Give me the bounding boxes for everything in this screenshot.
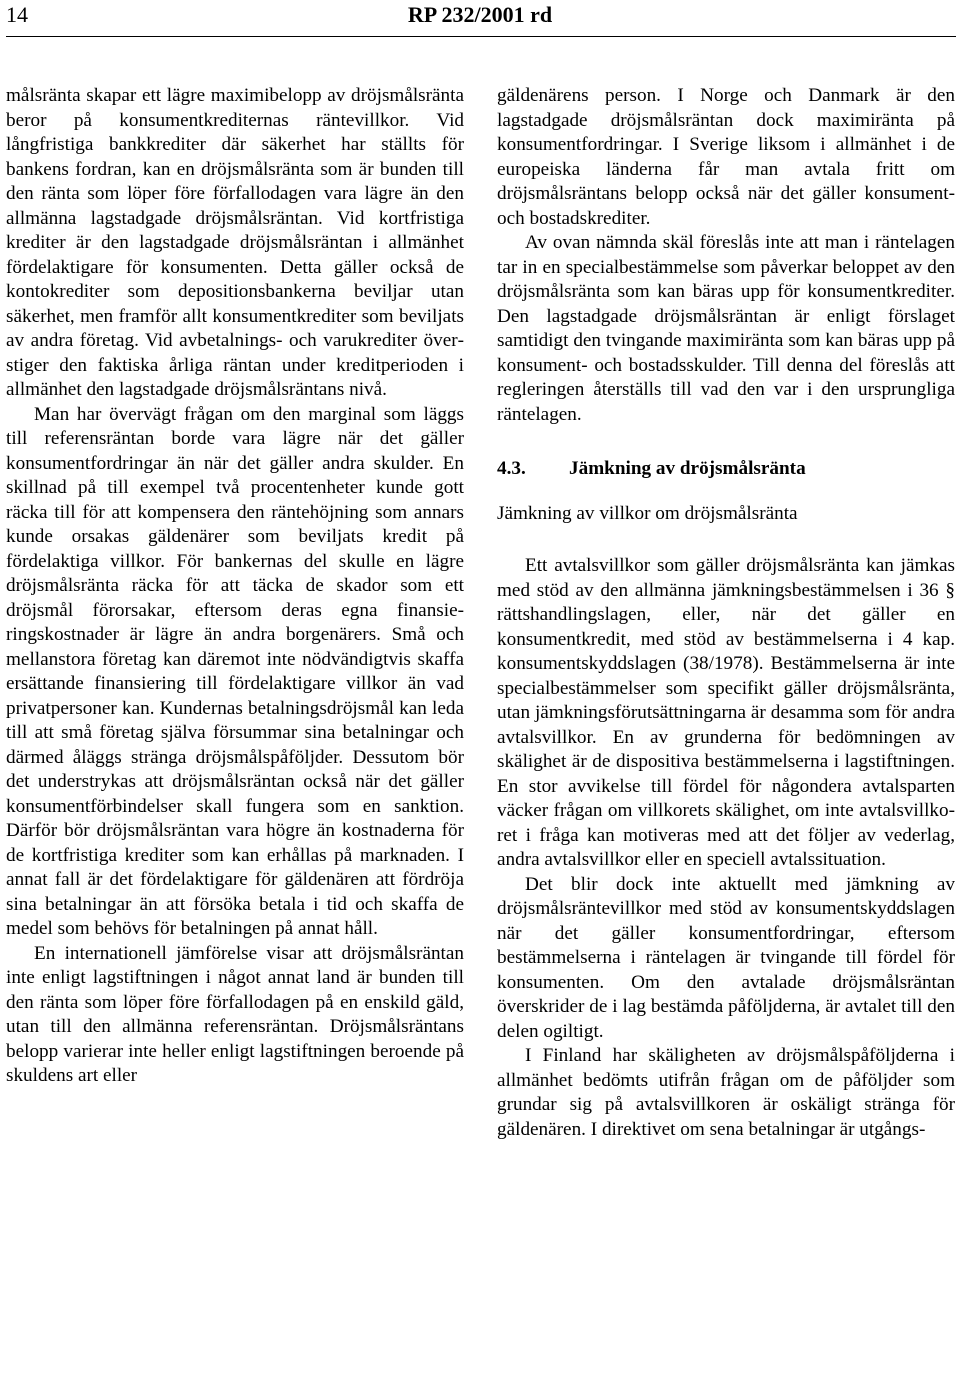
right-column: [497, 84, 955, 1142]
paragraph: En internationell jämförelse visar att dröjsmålsräntan inte enligt lagstiftningen i något annat land är bunden till den ränta som löper före förfallodagen på en enskild gäld, utan till den allmänna referensräntan. Dröjsmålsräntans belopp varierar inte heller enligt lagstiftningen beroende på skuldens art eller: [6, 942, 464, 1086]
paragraph: Ett avtalsvillkor som gäller dröjsmålsränta kan jämkas med stöd av den allmänna jämkningsbestämmelsen i 36 § rättshandlingslagen, eller, när det gäller en konsumentkredit, med stöd av bestämmelserna i 4 kap. konsumentskyddslagen (38/1978). Bestämmelserna är inte specialbestämmelser som specifikt gäller dröjsmålsränta, utan jämkningsförutsättningarna är desamma som för andra avtalsvillkor. En av grunderna för bedömningen av skälighet är de dispositiva bestämmelserna i lagstiftningen. En stor avvikelse till fördel för någondera avtalsparten väcker frågan om villkorets skälighet, om inte avtalsvillkoret i fråga kan motiveras med att det följer av vederlag, andra avtalsvillkor eller en speciell avtalssituation.: [497, 555, 955, 870]
paragraph: gäldenärens person. I Norge och Danmark är den lagstadgade dröjsmålsräntan dock maximiränta på konsumentfordringar. I Sverige liksom i allmänhet i de europeiska länderna får man avtala fritt om dröjsmålsräntans belopp också när det gäller konsument- och bostadskrediter.: [497, 85, 955, 229]
paragraph: målsränta skapar ett lägre maximibelopp av dröjsmålsränta beror på konsumentkrediternas räntevillkor. Vid långfristiga bankkrediter där säkerhet har ställts för bankens fordran, kan en dröjsmålsränta som är bunden till den ränta som löper före förfallodagen vara lägre än den allmänna lagstadgade dröjsmålsräntan. Vid kortfristiga krediter är den lagstadgade dröjsmålsräntan i allmänhet fördelaktigare för konsumenten. Detta gäller också de kontokrediter som depositionsbankerna beviljar utan säkerhet, men framför allt konsumentkrediter som beviljats av andra företag. Vid avbetalnings- och varukrediter överstiger den faktiska årliga räntan under kreditperioden i allmänhet den lagstadgade dröjsmålsräntans nivå.: [6, 85, 464, 400]
page-header: [0, 0, 960, 40]
document-reference: RP 232/2001 rd: [407, 2, 553, 27]
subsection-heading: Jämkning av villkor om dröjsmålsränta: [497, 502, 798, 524]
paragraph: Det blir dock inte aktuellt med jämkning av dröjsmålsräntevillkor med stöd av konsumentskyddslagen när det gäller konsumentfordringar, eftersom bestämmelserna i räntelagen är tvingande till fördel för konsumenten. Om den avtalade dröjsmålsräntan överskrider de i lag bestämda påföljderna, är avtalet till den delen ogiltigt.: [497, 873, 955, 1042]
page-number: 14: [6, 2, 28, 27]
paragraph: Av ovan nämnda skäl föreslås inte att man i räntelagen tar in en specialbestämmelse som påverkar beloppet av den dröjsmålsränta som kan bäras upp för konsumentkrediter. Den lagstadgade dröjsmålsräntan är enligt förslaget samtidigt den tvingande maximiränta som kan bäras upp på konsument- och bostadsskulder. Till denna del föreslås att regleringen återställs till vad den var i den ursprungliga räntelagen.: [497, 232, 955, 425]
left-column: [6, 84, 464, 1089]
header-rule: [6, 36, 956, 37]
section-heading: [497, 457, 955, 482]
paragraph: I Finland har skäligheten av dröjsmålspåföljderna i allmänhet bedömts utifrån frågan om de påföljder som grundar sig på avtalsvillkoren är oskäligt stränga för gäldenären. I direktivet om sena betalningar är utgångs-: [497, 1045, 955, 1140]
paragraph: Man har övervägt frågan om den marginal som läggs till referensräntan borde vara lägre när det gäller konsumentfordringar än när det gäller andra skulder. En skillnad på till exempel två procentenheter kunde gott räcka till för att kompensera den räntehöjning som annars kunde orsakas gäldenärer som beviljats kredit på fördelaktiga villkor. För bankernas del skulle en lägre dröjsmålsränta räcka för att täcka de skador som ett dröjsmål förorsakar, eftersom deras egna finansieringskostnader är lägre än andra borgenärers. Små och mellanstora företag kan däremot inte nödvändigtvis skaffa ersättande finansiering till fördelaktigare villkor än vad privatpersoner kan. Kundernas betalningsdröjsmål kan leda till att små företag själva försummar sina betalningar och därmed åläggs stränga dröjsmålspåföljder. Dessutom bör det understrykas att dröjsmålsräntan också när det gäller konsumentförbindelser skall fungera som en sanktion. Därför bör dröjsmålsräntan vara högre än kostnaderna för de kortfristiga krediter som kan erhållas på marknaden. I annat fall är det fördelaktigare för gäldenären att fördröja sina betalningar än att försöka betala i tid och skaffa de medel som behövs för betalningen på annat håll.: [6, 403, 464, 939]
section-number: 4.3.: [497, 458, 526, 479]
section-title: Jämkning av dröjsmålsränta: [569, 458, 806, 479]
